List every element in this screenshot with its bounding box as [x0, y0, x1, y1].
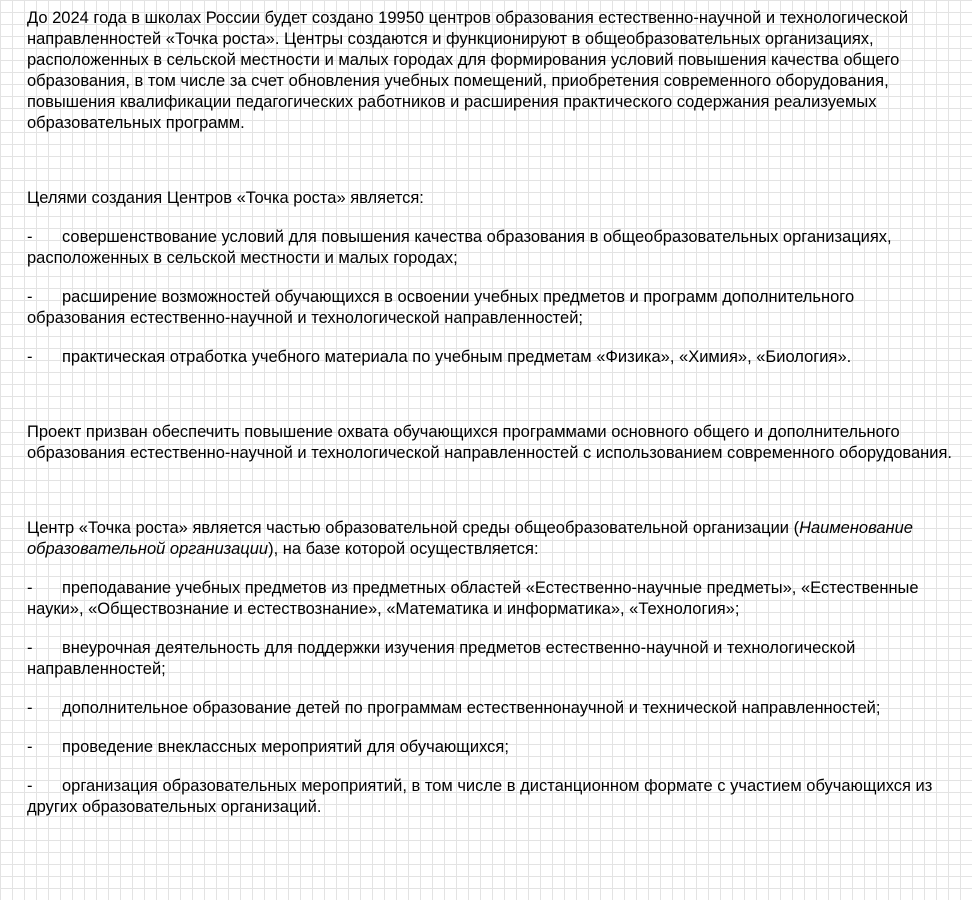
- center-lead-text: Центр «Точка роста» является частью образовательной среды общеобразовательной организации (: [27, 519, 800, 537]
- goals-heading: Целями создания Центров «Точка роста» является:: [27, 189, 424, 207]
- center-list-item: [27, 578, 952, 620]
- center-lead-paragraph: [27, 518, 952, 560]
- goals-item-text: расширение возможностей обучающихся в освоении учебных предметов и программ дополнительного образования естественно-научной и технологической направленностей;: [27, 288, 855, 327]
- center-list-item: [27, 698, 952, 719]
- dash-marker: -: [27, 777, 33, 795]
- center-item-text: дополнительное образование детей по программам естественнонаучной и технической направленностей;: [62, 699, 881, 717]
- center-item-text: организация образовательных мероприятий, в том числе в дистанционном формате с участием обучающихся из других образовательных организаций.: [27, 777, 933, 816]
- center-item-text: проведение внеклассных мероприятий для обучающихся;: [62, 738, 509, 756]
- goals-item-text: совершенствование условий для повышения качества образования в общеобразовательных организациях, расположенных в сельской местности и малых городах;: [27, 228, 892, 267]
- organization-name-placeholder: Наименование образовательной организации: [27, 519, 913, 558]
- project-paragraph: Проект призван обеспечить повышение охвата обучающихся программами основного общего и дополнительного образования естественно-научной и технологической направленностей с использованием современного оборудования.: [27, 423, 952, 462]
- center-list-item: [27, 737, 952, 758]
- center-lead-text-end: ), на базе которой осуществляется:: [268, 540, 539, 558]
- goals-list-item: [27, 347, 952, 368]
- dash-marker: -: [27, 288, 33, 306]
- dash-marker: -: [27, 228, 33, 246]
- goals-item-text: практическая отработка учебного материала по учебным предметам «Физика», «Химия», «Биология».: [62, 348, 852, 366]
- dash-marker: -: [27, 579, 33, 597]
- intro-paragraph: До 2024 года в школах России будет создано 19950 центров образования естественно-научной и технологической направленностей «Точка роста». Центры создаются и функционируют в общеобразовательных организациях, расположенных в сельской местности и малых городах для формирования условий повышения качества общего образования, в том числе за счет обновления учебных помещений, приобретения современного оборудования, повышения квалификации педагогических работников и расширения практического содержания реализуемых образовательных программ.: [27, 9, 909, 132]
- dash-marker: -: [27, 348, 33, 366]
- goals-list-item: [27, 287, 952, 329]
- center-list-item: [27, 776, 952, 818]
- goals-list-item: [27, 227, 952, 269]
- dash-marker: -: [27, 699, 33, 717]
- dash-marker: -: [27, 639, 33, 657]
- dash-marker: -: [27, 738, 33, 756]
- center-item-text: преподавание учебных предметов из предметных областей «Естественно-научные предметы», «Естественные науки», «Обществознание и естествознание», «Математика и информатика», «Технология»;: [27, 579, 919, 618]
- center-list-item: [27, 638, 952, 680]
- center-item-text: внеурочная деятельность для поддержки изучения предметов естественно-научной и технологической направленностей;: [27, 639, 856, 678]
